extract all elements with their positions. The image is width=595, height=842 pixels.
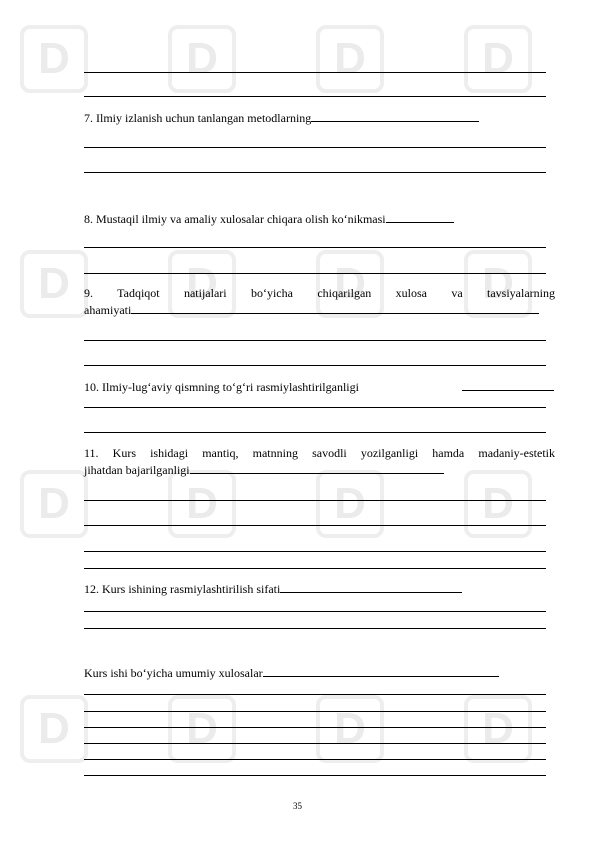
answer-blank[interactable] [386, 211, 454, 223]
answer-line[interactable] [84, 96, 546, 97]
question-7-text: 7. Ilmiy izlanish uchun tanlangan metodlarning [84, 111, 312, 125]
question-9-line-1: 9. Tadqiqot natijalari bo‘yicha chiqarilgan xulosa va tavsiyalarning [84, 286, 555, 300]
answer-line[interactable] [84, 628, 546, 629]
question-10-text: 10. Ilmiy-lug‘aviy qismning to‘g‘ri rasmiylashtirilganligi [84, 380, 359, 394]
watermark-tile: D [316, 25, 384, 93]
watermark-tile: D [464, 695, 532, 763]
watermark-tile: D [316, 695, 384, 763]
watermark-tile: D [168, 25, 236, 93]
answer-blank[interactable] [462, 379, 554, 391]
answer-line[interactable] [84, 273, 546, 274]
watermark-tile: D [464, 25, 532, 93]
watermark-tile: D [20, 25, 88, 93]
question-11-line-1: 11. Kurs ishidagi mantiq, matnning savodli yozilganligi hamda madaniy-estetik [84, 446, 555, 460]
summary [84, 665, 499, 680]
question-11 [84, 462, 444, 477]
answer-blank[interactable] [190, 462, 444, 474]
answer-line[interactable] [84, 247, 546, 248]
watermark-tile: D [316, 250, 384, 318]
answer-line[interactable] [84, 727, 546, 728]
question-11-text: jihatdan bajarilganligi [84, 463, 190, 477]
watermark-tile: D [20, 470, 88, 538]
question-10 [84, 379, 554, 394]
watermark-tile: D [168, 695, 236, 763]
answer-line[interactable] [84, 340, 546, 341]
question-9 [84, 302, 539, 317]
answer-line[interactable] [84, 711, 546, 712]
answer-line[interactable] [84, 568, 546, 569]
answer-line[interactable] [84, 407, 546, 408]
answer-line[interactable] [84, 525, 546, 526]
answer-line[interactable] [84, 551, 546, 552]
answer-line[interactable] [84, 694, 546, 695]
answer-line[interactable] [84, 775, 546, 776]
question-12 [84, 581, 462, 596]
answer-line[interactable] [84, 172, 546, 173]
watermark-tile: D [168, 250, 236, 318]
answer-blank[interactable] [311, 110, 479, 122]
watermark-tile: D [20, 250, 88, 318]
question-8 [84, 211, 454, 226]
question-8-text: 8. Mustaqil ilmiy va amaliy xulosalar chiqara olish ko‘nikmasi [84, 212, 386, 226]
question-9-text: ahamiyati [84, 303, 132, 317]
watermark-tile: D [464, 470, 532, 538]
answer-blank[interactable] [131, 302, 539, 314]
answer-line[interactable] [84, 365, 546, 366]
watermark-tile: D [168, 470, 236, 538]
answer-blank[interactable] [280, 581, 462, 593]
watermark-tile: D [20, 695, 88, 763]
answer-line[interactable] [84, 743, 546, 744]
answer-line[interactable] [84, 432, 546, 433]
summary-text: Kurs ishi bo‘yicha umumiy xulosalar [84, 666, 263, 680]
page-number: 35 [293, 801, 302, 811]
answer-line[interactable] [84, 147, 546, 148]
answer-line[interactable] [84, 611, 546, 612]
question-7 [84, 110, 479, 125]
answer-blank[interactable] [263, 665, 499, 677]
answer-line[interactable] [84, 759, 546, 760]
answer-line[interactable] [84, 72, 546, 73]
answer-line[interactable] [84, 500, 546, 501]
watermark-tile: D [316, 470, 384, 538]
watermark-tile: D [464, 250, 532, 318]
question-12-text: 12. Kurs ishining rasmiylashtirilish sifati [84, 582, 281, 596]
